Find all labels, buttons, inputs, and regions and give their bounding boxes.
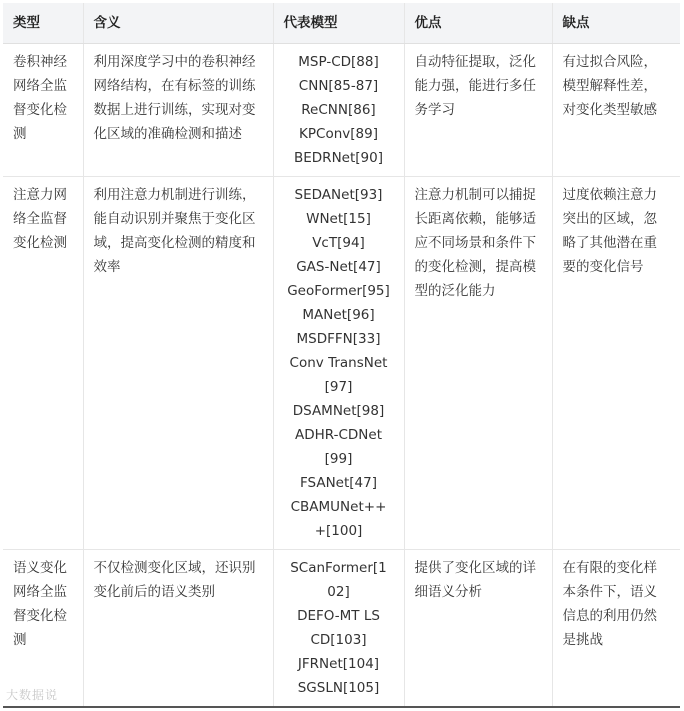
model-name: WNet[15] xyxy=(306,211,371,227)
model-name: FSANet[47] xyxy=(300,475,377,491)
model-name: 02] xyxy=(327,584,350,600)
model-name: Conv TransNet xyxy=(289,355,388,371)
header-row xyxy=(3,3,680,44)
model-name: SCanFormer[1 xyxy=(290,560,387,576)
cell-type: 语义变化网络全监督变化检测 xyxy=(3,550,83,708)
model-name: MANet[96] xyxy=(302,307,375,323)
model-name: BEDRNet[90] xyxy=(294,150,383,166)
cell-meaning: 不仅检测变化区域，还识别变化前后的语义类别 xyxy=(83,550,273,708)
model-name: [97] xyxy=(324,379,353,395)
model-name: JFRNet[104] xyxy=(297,656,380,672)
header-cons: 缺点 xyxy=(552,3,680,44)
cell-pros: 自动特征提取，泛化能力强，能进行多任务学习 xyxy=(404,44,552,177)
model-name: CBAMUNet++ xyxy=(290,499,387,515)
table-row xyxy=(3,177,680,550)
model-name: GAS-Net[47] xyxy=(296,259,381,275)
model-name: CD[103] xyxy=(310,632,367,648)
cell-models xyxy=(273,44,404,177)
model-name: GeoFormer[95] xyxy=(287,283,390,299)
model-name: DEFO-MT LS xyxy=(297,608,380,624)
cell-models xyxy=(273,550,404,708)
watermark: 大数据说 xyxy=(6,688,59,702)
cell-meaning: 利用深度学习中的卷积神经网络结构，在有标签的训练数据上进行训练，实现对变化区域的准确检测和描述 xyxy=(83,44,273,177)
model-name: MSDFFN[33] xyxy=(296,331,381,347)
comparison-table xyxy=(3,3,680,708)
header-pros: 优点 xyxy=(404,3,552,44)
cell-type: 注意力网络全监督变化检测 xyxy=(3,177,83,550)
model-name: DSAMNet[98] xyxy=(292,403,385,419)
cell-cons: 有过拟合风险，模型解释性差，对变化类型敏感 xyxy=(552,44,680,177)
cell-pros: 提供了变化区域的详细语义分析 xyxy=(404,550,552,708)
cell-cons: 在有限的变化样本条件下，语义信息的利用仍然是挑战 xyxy=(552,550,680,708)
header-type: 类型 xyxy=(3,3,83,44)
cell-models xyxy=(273,177,404,550)
model-name: CNN[85-87] xyxy=(298,78,379,94)
cell-pros: 注意力机制可以捕捉长距离依赖，能够适应不同场景和条件下的变化检测，提高模型的泛化能力 xyxy=(404,177,552,550)
model-name: MSP-CD[88] xyxy=(298,54,379,70)
model-name: ADHR-CDNet xyxy=(294,427,382,443)
model-name: SGSLN[105] xyxy=(297,680,380,696)
cell-cons: 过度依赖注意力突出的区域，忽略了其他潜在重要的变化信号 xyxy=(552,177,680,550)
model-name: KPConv[89] xyxy=(299,126,378,142)
cell-type: 卷积神经网络全监督变化检测 xyxy=(3,44,83,177)
model-name: SEDANet[93] xyxy=(294,187,383,203)
cell-meaning: 利用注意力机制进行训练，能自动识别并聚焦于变化区域，提高变化检测的精度和效率 xyxy=(83,177,273,550)
model-name: ReCNN[86] xyxy=(301,102,376,118)
header-meaning: 含义 xyxy=(83,3,273,44)
model-name: +[100] xyxy=(314,523,363,539)
table-row xyxy=(3,44,680,177)
model-name: [99] xyxy=(324,451,353,467)
table-row xyxy=(3,550,680,708)
header-models: 代表模型 xyxy=(273,3,404,44)
model-name: VcT[94] xyxy=(312,235,365,251)
